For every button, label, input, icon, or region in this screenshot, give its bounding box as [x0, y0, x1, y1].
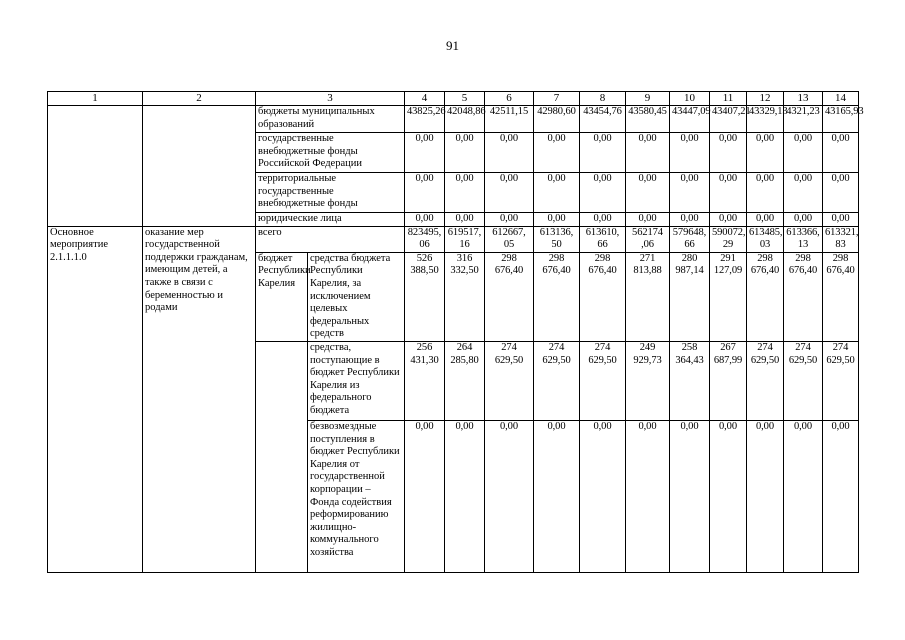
value-cell: 0,00: [405, 173, 445, 213]
value-cell: 42511,15: [485, 106, 534, 133]
value-cell: 280 987,14: [670, 252, 710, 341]
header-cell: 9: [626, 92, 670, 106]
activity-description-cell: оказание мер государственной поддержки гражданам, имеющим детей, а также в связи с беременностью и родами: [143, 226, 256, 572]
empty-cell: [48, 106, 143, 227]
header-cell: 13: [784, 92, 823, 106]
value-cell: 526 388,50: [405, 252, 445, 341]
page-number: 91: [446, 38, 459, 53]
value-cell: 274 629,50: [823, 341, 859, 420]
value-cell: 43407,21: [710, 106, 747, 133]
value-cell: 0,00: [485, 133, 534, 173]
value-cell: 274 629,50: [485, 341, 534, 420]
value-cell: 298 676,40: [784, 252, 823, 341]
value-cell: 0,00: [784, 420, 823, 572]
value-cell: 0,00: [823, 213, 859, 227]
value-cell: 0,00: [485, 173, 534, 213]
value-cell: 0,00: [626, 133, 670, 173]
header-cell: 10: [670, 92, 710, 106]
value-cell: 264 285,80: [445, 341, 485, 420]
value-cell: 0,00: [445, 173, 485, 213]
budget-table: [47, 91, 864, 573]
row-label: безвозмездные поступления в бюджет Республики Карелия от государственной корпорации – Фонда содействия реформированию жилищно-коммунального хозяйства: [308, 420, 405, 572]
value-cell: 823495, 06: [405, 226, 445, 252]
value-cell: 258 364,43: [670, 341, 710, 420]
value-cell: 0,00: [580, 173, 626, 213]
value-cell: 0,00: [534, 213, 580, 227]
value-cell: 590072, 29: [710, 226, 747, 252]
value-cell: 249 929,73: [626, 341, 670, 420]
value-cell: 43447,09: [670, 106, 710, 133]
value-cell: 291 127,09: [710, 252, 747, 341]
value-cell: 0,00: [626, 420, 670, 572]
budget-label-cell: бюджет Республики Карелия: [256, 252, 308, 341]
value-cell: 0,00: [445, 133, 485, 173]
value-cell: 0,00: [485, 213, 534, 227]
value-cell: 0,00: [747, 133, 784, 173]
value-cell: 579648, 66: [670, 226, 710, 252]
header-cell: 8: [580, 92, 626, 106]
value-cell: 613136, 50: [534, 226, 580, 252]
value-cell: 0,00: [823, 133, 859, 173]
header-cell: 7: [534, 92, 580, 106]
header-cell: 2: [143, 92, 256, 106]
value-cell: 0,00: [445, 213, 485, 227]
empty-cell: [256, 341, 308, 572]
value-cell: 0,00: [670, 173, 710, 213]
value-cell: 613485, 03: [747, 226, 784, 252]
value-cell: 619517, 16: [445, 226, 485, 252]
value-cell: 0,00: [747, 420, 784, 572]
value-cell: 613610, 66: [580, 226, 626, 252]
value-cell: 43825,26: [405, 106, 445, 133]
value-cell: 613366, 13: [784, 226, 823, 252]
value-cell: 612667, 05: [485, 226, 534, 252]
value-cell: 0,00: [710, 213, 747, 227]
value-cell: 43329,13: [747, 106, 784, 133]
value-cell: 0,00: [784, 133, 823, 173]
value-cell: 267 687,99: [710, 341, 747, 420]
header-cell: 12: [747, 92, 784, 106]
value-cell: 0,00: [670, 420, 710, 572]
value-cell: 0,00: [580, 133, 626, 173]
value-cell: 0,00: [580, 420, 626, 572]
value-cell: 0,00: [534, 173, 580, 213]
table-row: [48, 106, 859, 133]
header-cell: 14: [823, 92, 859, 106]
row-label: средства бюджета Республики Карелия, за исключением целевых федеральных средств: [308, 252, 405, 341]
value-cell: 43454,76: [580, 106, 626, 133]
value-cell: 298 676,40: [580, 252, 626, 341]
value-cell: 562174 ,06: [626, 226, 670, 252]
activity-code-cell: Основное мероприятие 2.1.1.1.0: [48, 226, 143, 572]
value-cell: 0,00: [405, 420, 445, 572]
value-cell: 0,00: [405, 133, 445, 173]
header-row: [48, 92, 859, 106]
value-cell: 274 629,50: [784, 341, 823, 420]
value-cell: 42048,86: [445, 106, 485, 133]
value-cell: 0,00: [747, 213, 784, 227]
value-cell: 0,00: [534, 420, 580, 572]
header-cell: 4: [405, 92, 445, 106]
value-cell: 298 676,40: [485, 252, 534, 341]
value-cell: 0,00: [784, 213, 823, 227]
value-cell: 43165,93: [823, 106, 859, 133]
value-cell: 0,00: [534, 133, 580, 173]
value-cell: 298 676,40: [534, 252, 580, 341]
value-cell: 0,00: [626, 173, 670, 213]
value-cell: 274 629,50: [580, 341, 626, 420]
value-cell: 298 676,40: [747, 252, 784, 341]
header-cell: 1: [48, 92, 143, 106]
value-cell: 274 629,50: [534, 341, 580, 420]
value-cell: 256 431,30: [405, 341, 445, 420]
value-cell: 0,00: [710, 133, 747, 173]
header-cell: 5: [445, 92, 485, 106]
header-cell: 11: [710, 92, 747, 106]
value-cell: 0,00: [823, 420, 859, 572]
row-label: территориальные государственные внебюджетные фонды: [256, 173, 405, 213]
value-cell: 0,00: [626, 213, 670, 227]
value-cell: 0,00: [485, 420, 534, 572]
value-cell: 0,00: [823, 173, 859, 213]
value-cell: 271 813,88: [626, 252, 670, 341]
table-row: [48, 226, 859, 252]
value-cell: 0,00: [784, 173, 823, 213]
value-cell: 613321, 83: [823, 226, 859, 252]
row-label: всего: [256, 226, 405, 252]
value-cell: 43580,45: [626, 106, 670, 133]
value-cell: 274 629,50: [747, 341, 784, 420]
value-cell: 0,00: [670, 133, 710, 173]
header-cell: 3: [256, 92, 405, 106]
value-cell: 0,00: [670, 213, 710, 227]
value-cell: 298 676,40: [823, 252, 859, 341]
value-cell: 0,00: [710, 420, 747, 572]
value-cell: 0,00: [580, 213, 626, 227]
row-label: средства, поступающие в бюджет Республики Карелия из федерального бюджета: [308, 341, 405, 420]
value-cell: 0,00: [405, 213, 445, 227]
row-label: государственные внебюджетные фонды Российской Федерации: [256, 133, 405, 173]
row-label: юридические лица: [256, 213, 405, 227]
value-cell: 0,00: [747, 173, 784, 213]
value-cell: 4321,23: [784, 106, 823, 133]
header-cell: 6: [485, 92, 534, 106]
value-cell: 0,00: [445, 420, 485, 572]
row-label: бюджеты муниципальных образований: [256, 106, 405, 133]
empty-cell: [143, 106, 256, 227]
value-cell: 0,00: [710, 173, 747, 213]
value-cell: 316 332,50: [445, 252, 485, 341]
value-cell: 42980,60: [534, 106, 580, 133]
